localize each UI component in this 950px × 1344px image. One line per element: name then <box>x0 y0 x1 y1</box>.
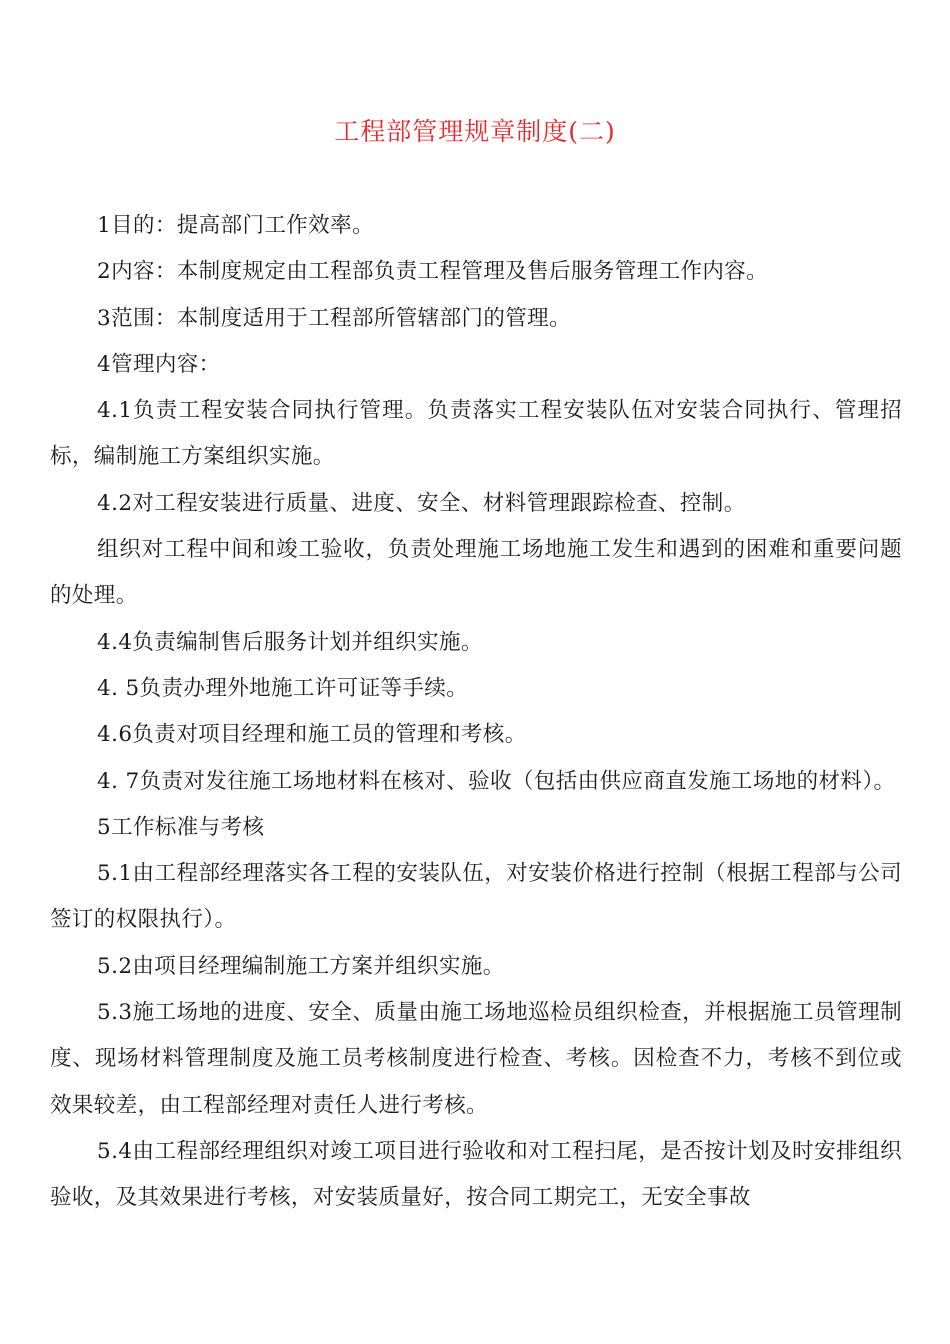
paragraph-4-5: 4. 5负责办理外地施工许可证等手续。 <box>97 675 469 701</box>
paragraph-5-3: 5.3施工场地的进度、安全、质量由施工场地巡检员组织检查，并根据施工员管理制度、现场材料管理制度及施工员考核制度进行检查、考核。因检查不力，考核不到位或效果较差，由工程部经理对责任人进行考核。 <box>50 1000 902 1118</box>
paragraph-5-1: 5.1由工程部经理落实各工程的安装队伍，对安装价格进行控制（根据工程部与公司签订的权限执行）。 <box>50 861 902 933</box>
paragraph-5-2: 5.2由项目经理编制施工方案并组织实施。 <box>97 953 505 979</box>
paragraph-4-1: 4.1负责工程安装合同执行管理。负责落实工程安装队伍对安装合同执行、管理招标，编制施工方案组织实施。 <box>50 398 902 470</box>
paragraph-acceptance: 组织对工程中间和竣工验收，负责处理施工场地施工发生和遇到的困难和重要问题的处理。 <box>50 537 902 609</box>
paragraph-5-4: 5.4由工程部经理组织对竣工项目进行验收和对工程扫尾，是否按计划及时安排组织验收，及其效果进行考核，对安装质量好，按合同工期完工，无安全事故 <box>50 1138 902 1211</box>
document-title: 工程部管理规章制度(二) <box>334 117 616 146</box>
paragraph-purpose: 1目的：提高部门工作效率。 <box>97 213 374 238</box>
paragraph-management-heading: 4管理内容： <box>97 351 221 377</box>
paragraph-4-4: 4.4负责编制售后服务计划并组织实施。 <box>97 629 483 655</box>
paragraph-scope: 3范围：本制度适用于工程部所管辖部门的管理。 <box>97 305 571 331</box>
paragraph-standards-heading: 5工作标准与考核 <box>97 814 265 840</box>
paragraph-content: 2内容：本制度规定由工程部负责工程管理及售后服务管理工作内容。 <box>97 259 769 285</box>
document-body <box>50 203 902 1222</box>
paragraph-4-6: 4.6负责对项目经理和施工员的管理和考核。 <box>97 722 527 748</box>
paragraph-4-7: 4. 7负责对发往施工场地材料在核对、验收（包括由供应商直发施工场地的材料）。 <box>97 768 896 794</box>
paragraph-4-2: 4.2对工程安装进行质量、进度、安全、材料管理跟踪检查、控制。 <box>97 490 746 516</box>
